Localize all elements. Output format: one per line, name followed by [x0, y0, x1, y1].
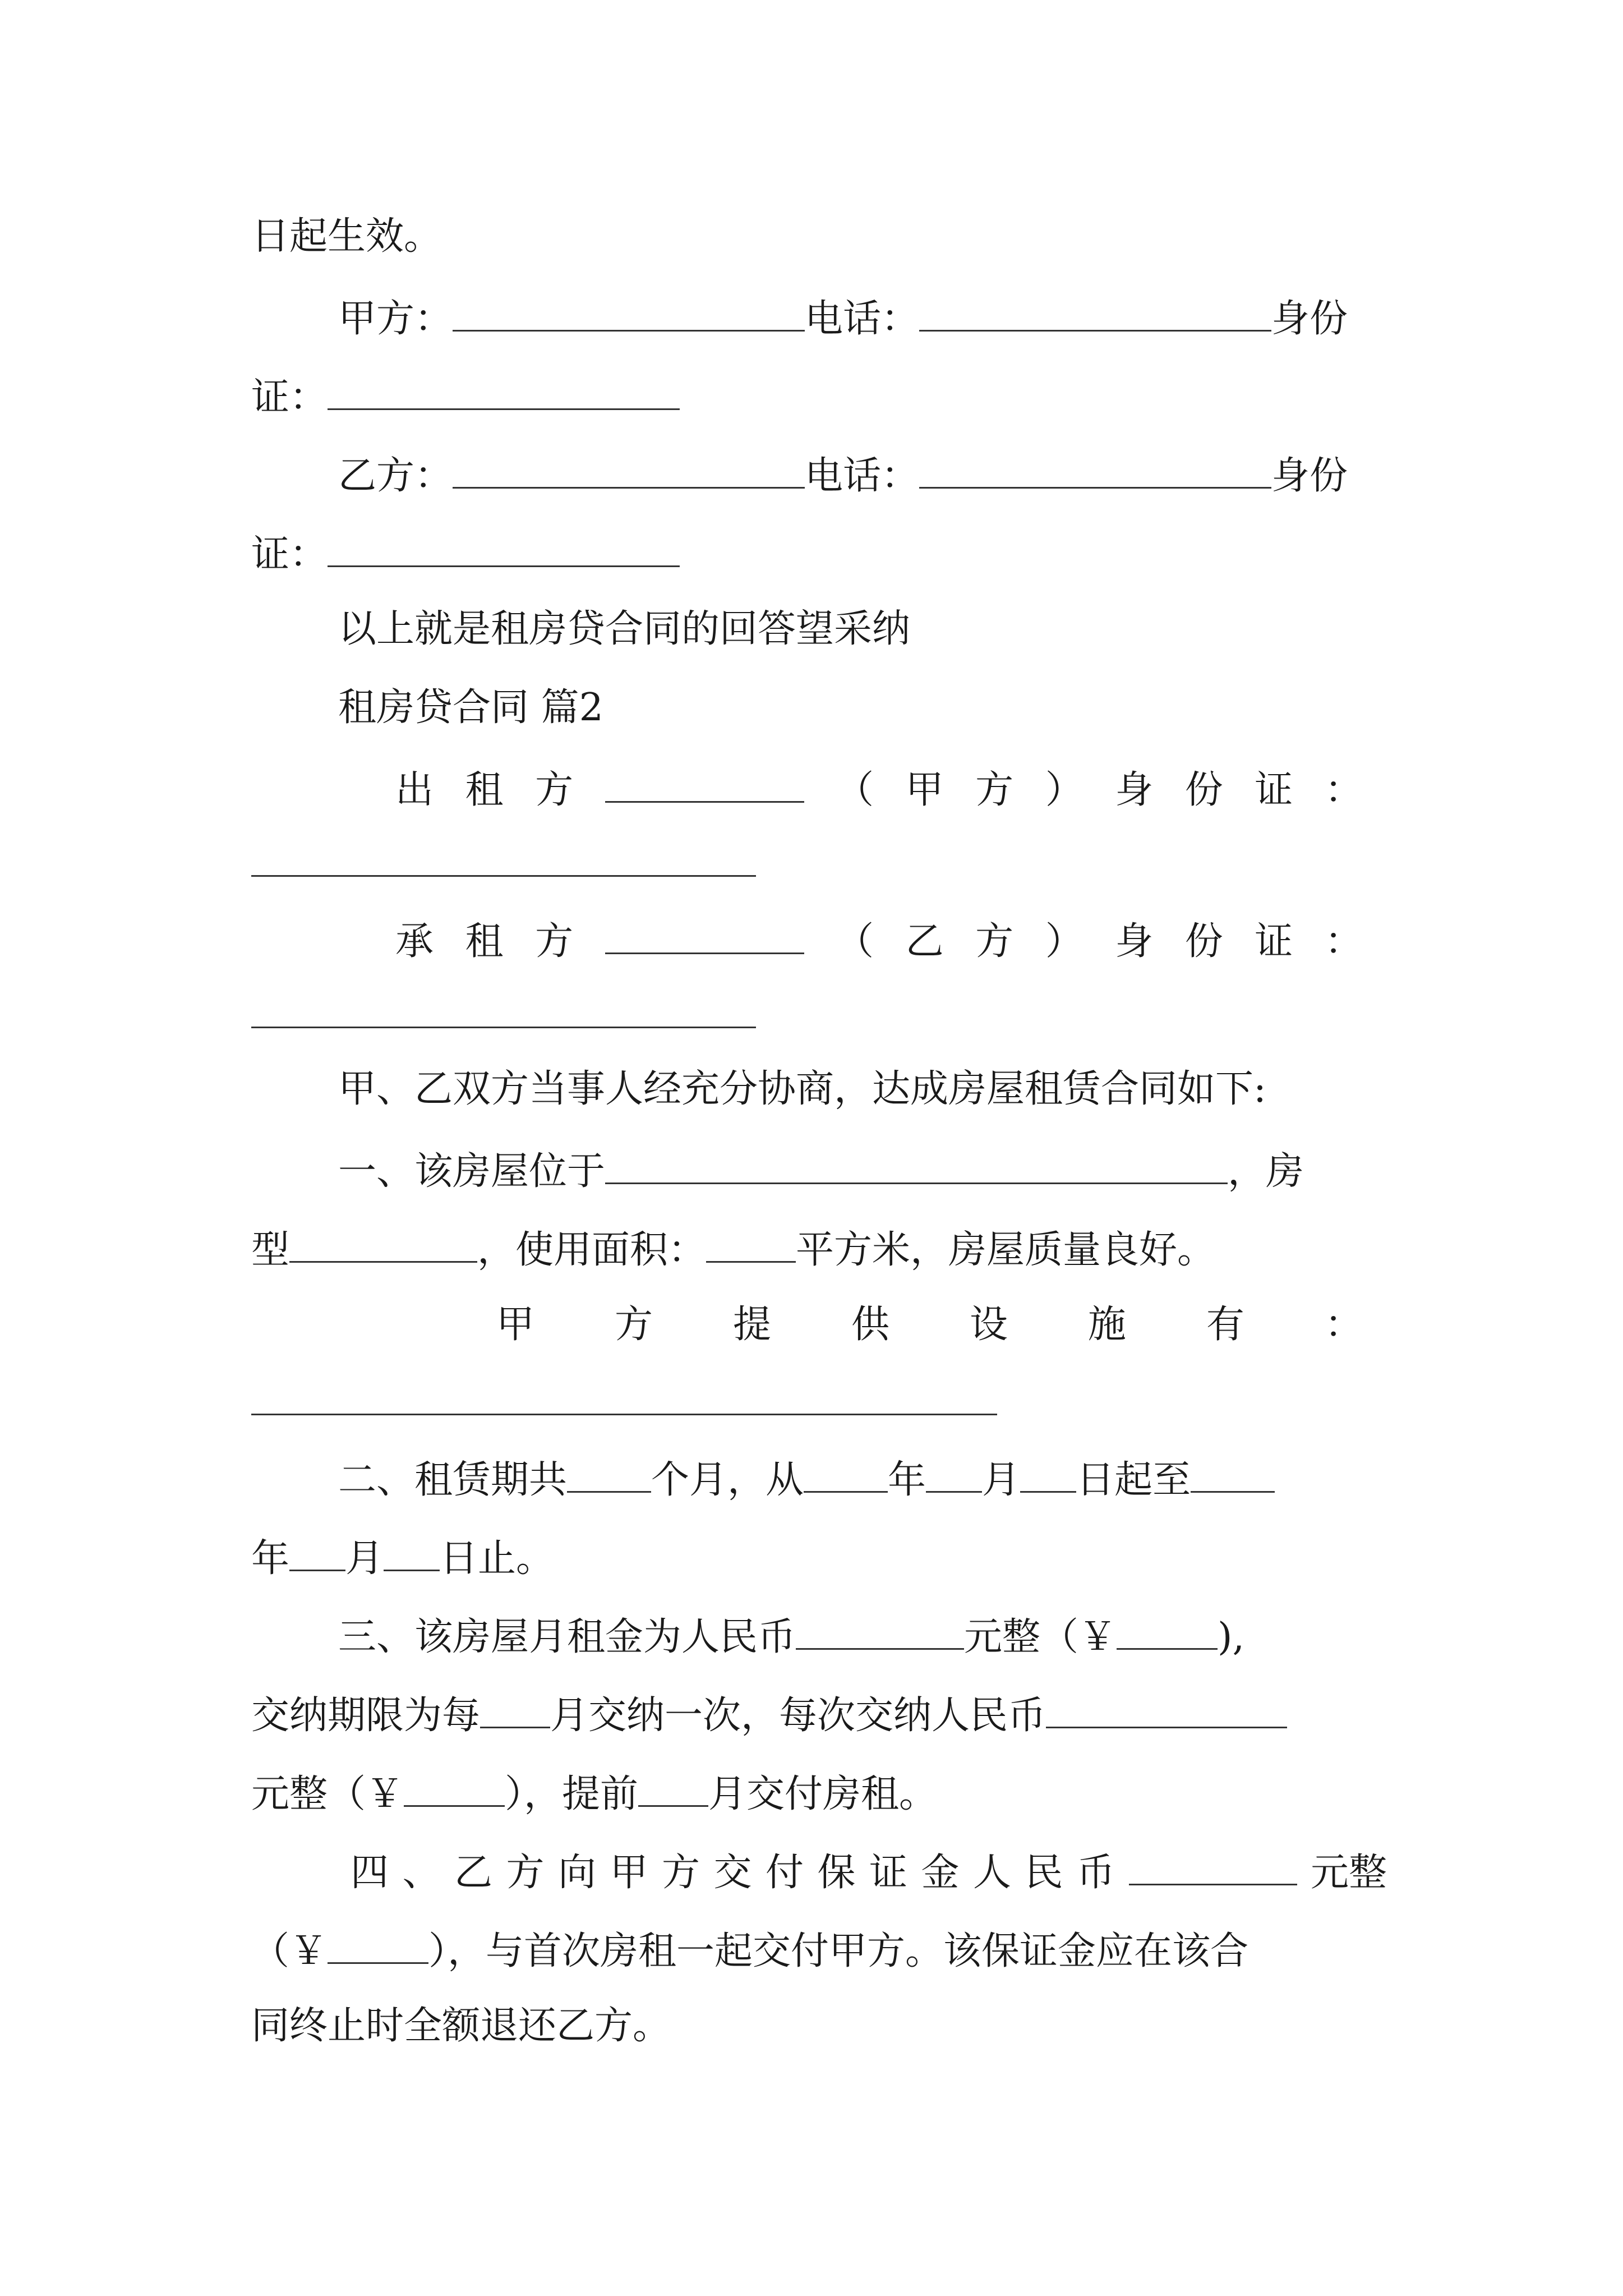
- clause-text: 同终止时全额退还乙方。: [251, 2004, 671, 2048]
- party-a-label: 甲方：: [338, 297, 453, 341]
- lessor-char: （: [836, 768, 874, 812]
- clause-text: ),: [1218, 1615, 1245, 1659]
- clause-char: 四: [351, 1851, 389, 1895]
- start-month-blank[interactable]: [926, 1448, 982, 1493]
- closing-note: [338, 601, 910, 657]
- section-title-text: 租房贷合同 篇2: [338, 685, 603, 730]
- party-b-id-line: [251, 523, 680, 579]
- clause-4-line-2: [251, 1920, 1387, 1976]
- clause-3-line-2: [251, 1684, 1387, 1740]
- clause-text: 一、该房屋位于: [338, 1149, 606, 1194]
- clause-text: 月交付房租。: [708, 1772, 938, 1816]
- deposit-amount-blank[interactable]: [328, 1920, 428, 1964]
- lessor-char: 身: [1115, 768, 1154, 812]
- clause-4-line-3: [251, 1998, 671, 2054]
- party-a-id-line: [251, 366, 680, 422]
- clause-char: 民: [1025, 1851, 1063, 1895]
- clause-2-line-2: [251, 1527, 554, 1583]
- clause-text: 三、该房屋月租金为人民币: [338, 1615, 796, 1659]
- period-blank[interactable]: [480, 1684, 550, 1728]
- clause-char: 证: [869, 1851, 908, 1895]
- lessor-line: [395, 758, 1363, 815]
- lessor-char: ：: [1324, 768, 1363, 812]
- lessee-char: 证: [1255, 919, 1293, 964]
- facilities-char: 有: [1206, 1303, 1244, 1347]
- facilities-blank[interactable]: [251, 1414, 997, 1415]
- end-day-blank[interactable]: [384, 1527, 440, 1571]
- party-b-line: [338, 444, 1387, 500]
- lessee-char: 乙: [905, 919, 944, 964]
- phone-label: 电话：: [805, 454, 920, 498]
- months-blank[interactable]: [567, 1448, 651, 1493]
- clause-4-line: [351, 1841, 1387, 1897]
- lessor-char: 方: [535, 768, 574, 812]
- facilities-char: ：: [1324, 1303, 1363, 1347]
- clause-text: 元整: [1310, 1851, 1387, 1895]
- lessor-char: 方: [975, 768, 1014, 812]
- lessee-char: （: [836, 919, 874, 964]
- clause-text: ，房: [1228, 1149, 1304, 1194]
- text-line: [251, 209, 442, 265]
- id-label: 证：: [251, 532, 328, 577]
- clause-text: 二、租赁期共: [338, 1458, 568, 1502]
- clause-2-line: [338, 1448, 1387, 1504]
- clause-text: 交纳期限为每: [251, 1694, 481, 1738]
- clause-char: 币: [1077, 1851, 1115, 1895]
- lessee-char: 承: [395, 919, 434, 964]
- phone-blank[interactable]: [919, 287, 1271, 332]
- clause-text: 平方米，房屋质量良好。: [796, 1228, 1216, 1272]
- phone-label: 电话：: [805, 297, 920, 341]
- clause-text: 月交纳一次，每次交纳人民币: [550, 1694, 1046, 1738]
- clause-char: 人: [973, 1851, 1012, 1895]
- party-b-blank[interactable]: [453, 444, 805, 489]
- facilities-char: 施: [1087, 1303, 1126, 1347]
- rent-blank[interactable]: [796, 1605, 964, 1650]
- lessee-char: 身: [1115, 919, 1154, 964]
- section-title: [338, 680, 603, 736]
- lessor-char: ）: [1045, 768, 1083, 812]
- clause-text: 个月，从: [651, 1458, 804, 1502]
- clause-1-line: [338, 1140, 1387, 1196]
- clause-text: 日起至: [1076, 1458, 1191, 1502]
- phone-blank[interactable]: [919, 444, 1271, 489]
- lessee-name-blank[interactable]: [605, 910, 804, 954]
- end-month-blank[interactable]: [289, 1527, 345, 1571]
- payment-amount-blank[interactable]: [404, 1763, 505, 1807]
- lessee-char: ）: [1045, 919, 1083, 964]
- lessee-char: ：: [1324, 919, 1363, 964]
- layout-blank[interactable]: [289, 1218, 477, 1263]
- facilities-char: 甲: [496, 1303, 535, 1347]
- clause-char: 交: [713, 1851, 752, 1895]
- lessor-name-blank[interactable]: [605, 758, 804, 803]
- clause-text: 月: [982, 1458, 1021, 1502]
- lessee-char: 租: [465, 919, 504, 964]
- lessee-line: [395, 910, 1363, 966]
- facilities-char: 提: [732, 1303, 771, 1347]
- party-a-blank[interactable]: [453, 287, 805, 332]
- lessee-char: 方: [975, 919, 1014, 964]
- intro-line: [338, 1061, 1266, 1117]
- clause-char: 、: [402, 1851, 441, 1895]
- lessor-id-blank[interactable]: [251, 875, 756, 877]
- id-label: 身份: [1271, 297, 1348, 341]
- clause-text: 年: [251, 1536, 290, 1581]
- clause-char: 金: [921, 1851, 960, 1895]
- effective-text: 日起生效。: [251, 214, 442, 259]
- lessee-char: 方: [535, 919, 574, 964]
- clause-char: 付: [766, 1851, 804, 1895]
- id-blank[interactable]: [328, 366, 680, 410]
- clause-text: ），提前: [505, 1772, 639, 1816]
- clause-1-line-2: [251, 1218, 1215, 1274]
- id-blank[interactable]: [328, 523, 680, 567]
- rent-amount-blank[interactable]: [1117, 1605, 1218, 1650]
- end-year-blank[interactable]: [1191, 1448, 1275, 1493]
- lessor-char: 出: [395, 768, 434, 812]
- lessor-char: 证: [1255, 768, 1293, 812]
- deposit-blank[interactable]: [1129, 1841, 1297, 1885]
- facilities-line: [496, 1297, 1363, 1353]
- clause-char: 甲: [610, 1851, 648, 1895]
- clause-char: 方: [506, 1851, 545, 1895]
- intro-text: 甲、乙双方当事人经充分协商，达成房屋租赁合同如下:: [338, 1067, 1266, 1111]
- clause-3-line: [338, 1605, 1404, 1662]
- clause-text: 月: [345, 1536, 384, 1581]
- id-label: 身份: [1271, 454, 1348, 498]
- clause-char: 乙: [454, 1851, 493, 1895]
- clause-text: 元整（￥: [251, 1772, 404, 1816]
- clause-text: 型: [251, 1228, 290, 1272]
- area-blank[interactable]: [706, 1218, 796, 1263]
- id-label: 证：: [251, 375, 328, 420]
- facilities-char: 设: [969, 1303, 1008, 1347]
- payment-blank[interactable]: [1046, 1684, 1287, 1728]
- lessor-char: 甲: [905, 768, 944, 812]
- start-year-blank[interactable]: [804, 1448, 888, 1493]
- clause-char: 方: [662, 1851, 700, 1895]
- clause-char: 保: [817, 1851, 856, 1895]
- facilities-char: 供: [851, 1303, 889, 1347]
- advance-blank[interactable]: [638, 1763, 708, 1807]
- clause-3-line-3: [251, 1763, 937, 1819]
- lessor-char: 份: [1184, 768, 1223, 812]
- clause-text: 年: [888, 1458, 926, 1502]
- clause-text: 日止。: [440, 1536, 555, 1581]
- lessee-id-blank[interactable]: [251, 1027, 756, 1028]
- closing-note-text: 以上就是租房贷合同的回答望采纳: [338, 607, 911, 651]
- clause-text: ，使用面积：: [477, 1228, 707, 1272]
- start-day-blank[interactable]: [1020, 1448, 1076, 1493]
- clause-char: 向: [558, 1851, 597, 1895]
- party-a-line: [338, 287, 1387, 343]
- address-blank[interactable]: [605, 1140, 1228, 1184]
- lessee-char: 份: [1184, 919, 1223, 964]
- lessor-char: 租: [465, 768, 504, 812]
- facilities-char: 方: [614, 1303, 653, 1347]
- clause-text: ），与首次房租一起交付甲方。该保证金应在该合: [428, 1929, 1249, 1973]
- clause-text: 元整（￥: [964, 1615, 1117, 1659]
- party-b-label: 乙方：: [338, 454, 453, 498]
- clause-text: （￥: [251, 1929, 328, 1973]
